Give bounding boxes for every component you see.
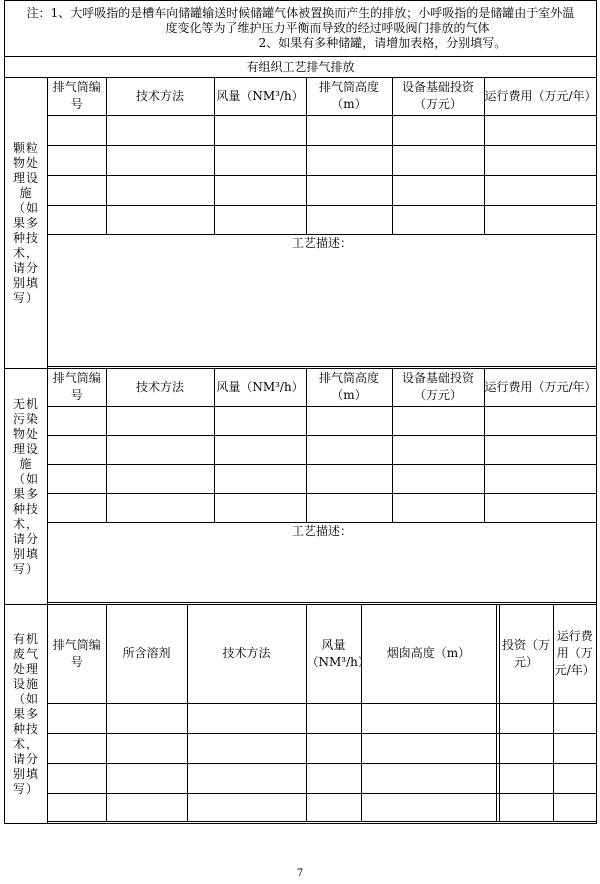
table-row [48,205,596,234]
input-cell[interactable] [306,793,361,821]
side-line: 写） [12,561,39,576]
header-operating-cost: 运行费用（万元/年） [484,78,596,115]
input-cell[interactable] [187,763,306,793]
side-line: 果多 [12,486,39,501]
side-line: 术， [12,736,39,751]
table-row [48,703,596,733]
input-cell[interactable] [106,703,187,733]
input-cell[interactable] [214,464,306,493]
input-cell[interactable] [48,406,106,435]
organic-content [48,605,597,824]
input-cell[interactable] [392,205,484,234]
side-line: 术， [12,516,39,531]
input-cell[interactable] [392,464,484,493]
input-cell[interactable] [484,435,596,464]
side-line: 写） [12,781,39,796]
side-line: （如 [12,691,39,706]
side-line: 种技 [12,230,39,245]
input-cell[interactable] [392,406,484,435]
input-cell[interactable] [484,406,596,435]
input-cell[interactable] [553,793,596,821]
description-row [48,234,596,366]
input-cell[interactable] [553,703,596,733]
input-cell[interactable] [106,793,187,821]
input-cell[interactable] [48,115,106,145]
side-line: 理设 [12,170,39,185]
particulate-side-label [5,78,48,369]
input-cell[interactable] [48,793,106,821]
input-cell[interactable] [306,406,392,435]
table-row [48,175,596,205]
inorganic-content [48,369,597,605]
side-line: （如 [12,200,39,215]
input-cell[interactable] [187,793,306,821]
input-cell[interactable] [499,733,553,763]
particulate-header-row [48,78,596,115]
emission-form-table [4,0,597,824]
side-line: 请分 [12,531,39,546]
input-cell[interactable] [361,703,496,733]
input-cell[interactable] [214,175,306,205]
input-cell[interactable] [106,435,214,464]
input-cell[interactable] [214,493,306,522]
input-cell[interactable] [48,145,106,175]
inorganic-table [48,369,596,603]
input-cell[interactable] [484,175,596,205]
table-row [48,733,596,763]
header-investment: 投资（万元） [499,605,553,703]
input-cell[interactable] [48,703,106,733]
table-row [48,435,596,464]
input-cell[interactable] [48,175,106,205]
header-operating-cost: 运行费用（万元/年） [484,369,596,406]
input-cell[interactable] [553,763,596,793]
table-row [48,145,596,175]
note-line-2: 度变化等为了维护压力平衡而导致的经过呼吸阀门排放的气体 [165,21,490,35]
side-line: 请分 [12,751,39,766]
table-row [48,464,596,493]
table-row [48,793,596,821]
input-cell[interactable] [106,493,214,522]
header-solvent: 所含溶剂 [106,605,187,703]
header-stack-id: 排气筒编号 [48,78,106,115]
organic-header-row [48,605,596,703]
organic-side-label [5,605,48,824]
table-row [48,115,596,145]
header-stack-height: 排气筒高度（m） [306,78,392,115]
table-row [48,493,596,522]
input-cell[interactable] [214,205,306,234]
inorganic-header-row [48,369,596,406]
side-line: 别填 [12,275,39,290]
input-cell[interactable] [48,733,106,763]
inorganic-section [5,369,597,605]
input-cell[interactable] [187,733,306,763]
input-cell[interactable] [214,115,306,145]
side-line: 设施 [12,676,39,691]
process-description-label: 工艺描述： [291,523,352,538]
particulate-table [48,78,596,367]
input-cell[interactable] [306,435,392,464]
input-cell[interactable] [48,763,106,793]
input-cell[interactable] [106,115,214,145]
input-cell[interactable] [306,763,361,793]
side-line: 术， [12,245,39,260]
input-cell[interactable] [306,115,392,145]
page-number: 7 [296,868,304,879]
side-line: 施 [19,456,33,471]
input-cell[interactable] [361,763,496,793]
input-cell[interactable] [214,145,306,175]
input-cell[interactable] [484,464,596,493]
input-cell[interactable] [48,435,106,464]
side-line: 无机 [12,396,39,411]
header-stack-id: 排气筒编号 [48,369,106,406]
particulate-section [5,78,597,369]
input-cell[interactable] [187,703,306,733]
process-description-field[interactable] [48,522,596,602]
description-row [48,522,596,602]
input-cell[interactable] [106,406,214,435]
input-cell[interactable] [392,115,484,145]
header-chimney-height: 烟囱高度（m） [361,605,496,703]
organic-table [48,605,596,822]
input-cell[interactable] [392,175,484,205]
side-line: 物处 [12,426,39,441]
input-cell[interactable] [306,205,392,234]
side-line: 别填 [12,546,39,561]
inorganic-side-label [5,369,48,605]
input-cell[interactable] [48,205,106,234]
input-cell[interactable] [361,793,496,821]
input-cell[interactable] [306,733,361,763]
header-stack-id: 排气筒编号 [48,605,106,703]
input-cell[interactable] [106,733,187,763]
input-cell[interactable] [392,145,484,175]
notes-cell [5,1,597,57]
input-cell[interactable] [48,493,106,522]
side-line: 施 [19,185,33,200]
process-description-field[interactable] [48,234,596,366]
input-cell[interactable] [484,205,596,234]
section-title: 有组织工艺排气排放 [5,57,597,78]
side-line: 处理 [12,661,39,676]
input-cell[interactable] [306,703,361,733]
input-cell[interactable] [392,493,484,522]
side-line: 污染 [12,411,39,426]
side-line: 种技 [12,501,39,516]
header-investment: 设备基础投资（万元） [392,78,484,115]
side-line: 果多 [12,215,39,230]
side-line: 颗粒 [12,140,39,155]
organic-section [5,605,597,824]
header-investment: 设备基础投资（万元） [392,369,484,406]
input-cell[interactable] [484,115,596,145]
input-cell[interactable] [106,205,214,234]
header-technique: 技术方法 [106,369,214,406]
side-line: 写） [12,290,39,305]
input-cell[interactable] [499,703,553,733]
header-airflow: 风量（NM³/h） [306,605,361,703]
header-stack-height: 排气筒高度（m） [306,369,392,406]
particulate-content [48,78,597,369]
side-line: （如 [12,471,39,486]
table-row [48,406,596,435]
table-row [48,763,596,793]
input-cell[interactable] [484,145,596,175]
input-cell[interactable] [48,464,106,493]
input-cell[interactable] [484,493,596,522]
header-airflow: 风量（NM³/h） [214,78,306,115]
input-cell[interactable] [392,435,484,464]
input-cell[interactable] [106,145,214,175]
input-cell[interactable] [499,793,553,821]
input-cell[interactable] [306,145,392,175]
input-cell[interactable] [106,175,214,205]
side-line: 物处 [12,155,39,170]
input-cell[interactable] [306,493,392,522]
side-line: 有机 [12,631,39,646]
side-line: 废气 [12,646,39,661]
side-line: 果多 [12,706,39,721]
header-technique: 技术方法 [187,605,306,703]
header-technique: 技术方法 [106,78,214,115]
note-line-3: 2、如果有多种储罐，请增加表格，分别填写。 [258,36,507,50]
input-cell[interactable] [214,435,306,464]
input-cell[interactable] [214,406,306,435]
header-airflow: 风量（NM³/h） [214,369,306,406]
note-line-1: 注：1、大呼吸指的是槽车向储罐输送时候储罐气体被置换而产生的排放；小呼吸指的是储罐由于室外温 [26,6,575,20]
process-description-label: 工艺描述： [291,235,352,250]
side-line: 种技 [12,721,39,736]
input-cell[interactable] [106,763,187,793]
side-line: 理设 [12,441,39,456]
section-title-row [5,57,597,78]
side-line: 别填 [12,766,39,781]
input-cell[interactable] [306,464,392,493]
header-operating-cost: 运行费用（万元/年） [553,605,596,703]
input-cell[interactable] [361,733,496,763]
input-cell[interactable] [499,763,553,793]
input-cell[interactable] [106,464,214,493]
input-cell[interactable] [553,733,596,763]
input-cell[interactable] [306,175,392,205]
notes-row [5,1,597,57]
side-line: 请分 [12,260,39,275]
